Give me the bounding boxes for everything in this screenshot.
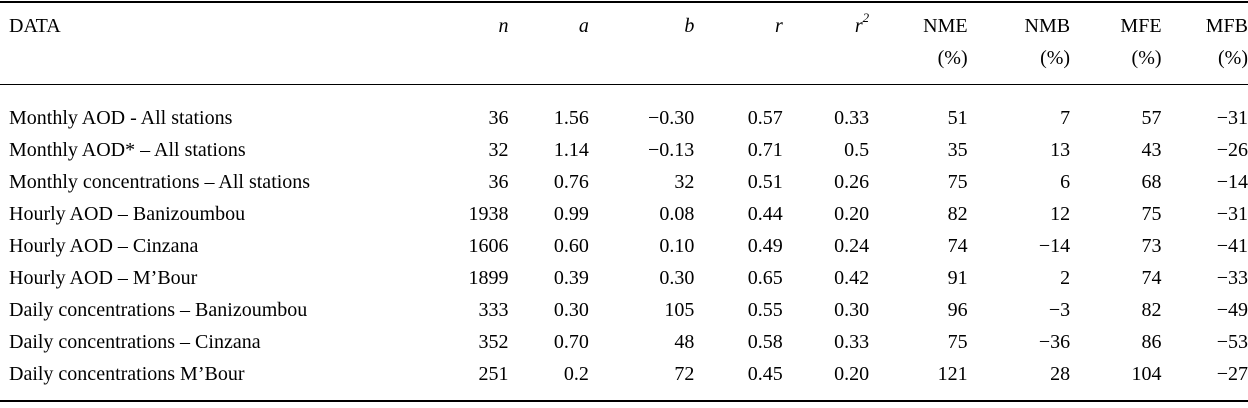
- r-squared-value: 0.5: [844, 139, 870, 161]
- header-a: a: [578, 15, 589, 37]
- r-value: 0.58: [747, 331, 783, 353]
- nmb-value: −3: [1048, 299, 1071, 321]
- r-value: 0.71: [747, 139, 783, 161]
- mfb-value: −27: [1216, 363, 1248, 385]
- a-value: 0.30: [553, 299, 589, 321]
- b-value: 0.08: [659, 203, 695, 225]
- r-squared-value: 0.42: [834, 267, 870, 289]
- header-mfb: MFB (%): [1205, 15, 1248, 69]
- mfb-value: −26: [1216, 139, 1248, 161]
- nme-value: 51: [947, 107, 968, 129]
- data-label: Hourly AOD – M’Bour: [9, 267, 198, 289]
- b-value: 32: [674, 171, 695, 193]
- header-b: b: [684, 15, 695, 37]
- a-value: 0.2: [563, 363, 589, 385]
- n-value: 36: [488, 171, 509, 193]
- nme-value: 121: [937, 363, 968, 385]
- mfb-value: −31: [1216, 203, 1248, 225]
- a-value: 0.60: [553, 235, 589, 257]
- header-mfe: MFE (%): [1120, 15, 1162, 69]
- nme-value: 75: [947, 171, 968, 193]
- n-value: 32: [488, 139, 509, 161]
- data-label: Daily concentrations – Cinzana: [9, 331, 261, 353]
- n-value: 333: [478, 299, 509, 321]
- n-value: 1938: [468, 203, 509, 225]
- mfe-value: 43: [1141, 139, 1162, 161]
- nme-value: 74: [947, 235, 968, 257]
- b-value: 0.10: [659, 235, 695, 257]
- a-value: 1.14: [553, 139, 589, 161]
- mfe-value: 104: [1131, 363, 1162, 385]
- top-rule: [0, 1, 1248, 3]
- bottom-rule: [0, 400, 1248, 402]
- nmb-value: −14: [1038, 235, 1071, 257]
- data-label: Monthly AOD* – All stations: [9, 139, 246, 161]
- mfb-value: −41: [1216, 235, 1248, 257]
- n-value: 1899: [468, 267, 509, 289]
- r-value: 0.51: [747, 171, 783, 193]
- table-row: [0, 326, 1248, 358]
- r-squared-value: 0.33: [834, 107, 870, 129]
- table-row: [0, 134, 1248, 166]
- nmb-value: 13: [1050, 139, 1071, 161]
- b-value: −0.30: [648, 107, 695, 129]
- r-value: 0.44: [747, 203, 783, 225]
- mfb-value: −31: [1216, 107, 1248, 129]
- mfe-value: 74: [1141, 267, 1162, 289]
- r-value: 0.65: [747, 267, 783, 289]
- b-value: 72: [674, 363, 695, 385]
- mfe-value: 82: [1141, 299, 1162, 321]
- header-row: [0, 12, 1248, 78]
- table-row: [0, 78, 1248, 134]
- n-value: 1606: [468, 235, 509, 257]
- nmb-value: 28: [1050, 363, 1071, 385]
- a-value: 0.39: [553, 267, 589, 289]
- header-nmb: NMB (%): [1024, 15, 1071, 69]
- mfe-value: 86: [1141, 331, 1162, 353]
- nmb-value: 2: [1060, 267, 1071, 289]
- mfb-value: −33: [1216, 267, 1248, 289]
- table-row: [0, 358, 1248, 390]
- table-row: [0, 230, 1248, 262]
- statistics-table: [0, 12, 1248, 390]
- data-label: Hourly AOD – Cinzana: [9, 235, 199, 257]
- b-value: −0.13: [648, 139, 695, 161]
- table-row: [0, 166, 1248, 198]
- header-nme: NME (%): [923, 15, 968, 69]
- mfe-value: 75: [1141, 203, 1162, 225]
- r-value: 0.55: [747, 299, 783, 321]
- n-value: 251: [478, 363, 509, 385]
- r-squared-value: 0.24: [834, 235, 870, 257]
- table-body: [0, 78, 1248, 390]
- header-data: DATA: [9, 15, 61, 37]
- b-value: 0.30: [659, 267, 695, 289]
- nme-value: 75: [947, 331, 968, 353]
- data-label: Hourly AOD – Banizoumbou: [9, 203, 246, 225]
- a-value: 0.70: [553, 331, 589, 353]
- nme-value: 91: [947, 267, 968, 289]
- nmb-value: 6: [1060, 171, 1071, 193]
- r-squared-value: 0.26: [834, 171, 870, 193]
- n-value: 352: [478, 331, 509, 353]
- nmb-value: −36: [1038, 331, 1071, 353]
- nme-value: 35: [947, 139, 968, 161]
- mfe-value: 73: [1141, 235, 1162, 257]
- a-value: 0.76: [553, 171, 589, 193]
- r-squared-value: 0.33: [834, 331, 870, 353]
- nmb-value: 12: [1050, 203, 1071, 225]
- mfe-value: 68: [1141, 171, 1162, 193]
- r-value: 0.57: [747, 107, 783, 129]
- b-value: 48: [674, 331, 695, 353]
- nme-value: 96: [947, 299, 968, 321]
- mfb-value: −49: [1216, 299, 1248, 321]
- mfb-value: −14: [1216, 171, 1248, 193]
- header-n: n: [498, 15, 509, 37]
- b-value: 105: [664, 299, 695, 321]
- a-value: 0.99: [553, 203, 589, 225]
- a-value: 1.56: [553, 107, 589, 129]
- r-squared-value: 0.20: [834, 203, 870, 225]
- header-r: r: [774, 15, 783, 37]
- r-value: 0.49: [747, 235, 783, 257]
- mfb-value: −53: [1216, 331, 1248, 353]
- table-row: [0, 262, 1248, 294]
- nme-value: 82: [947, 203, 968, 225]
- data-label: Monthly concentrations – All stations: [9, 171, 311, 193]
- mfe-value: 57: [1141, 107, 1162, 129]
- data-label: Monthly AOD - All stations: [9, 107, 233, 129]
- data-label: Daily concentrations – Banizoumbou: [9, 299, 308, 321]
- n-value: 36: [488, 107, 509, 129]
- table-row: [0, 294, 1248, 326]
- data-label: Daily concentrations M’Bour: [9, 363, 245, 385]
- r-squared-value: 0.30: [834, 299, 870, 321]
- r-value: 0.45: [747, 363, 783, 385]
- table-row: [0, 198, 1248, 230]
- r-squared-value: 0.20: [834, 363, 870, 385]
- header-r-squared: $r^2$: [854, 10, 870, 37]
- nmb-value: 7: [1060, 107, 1071, 129]
